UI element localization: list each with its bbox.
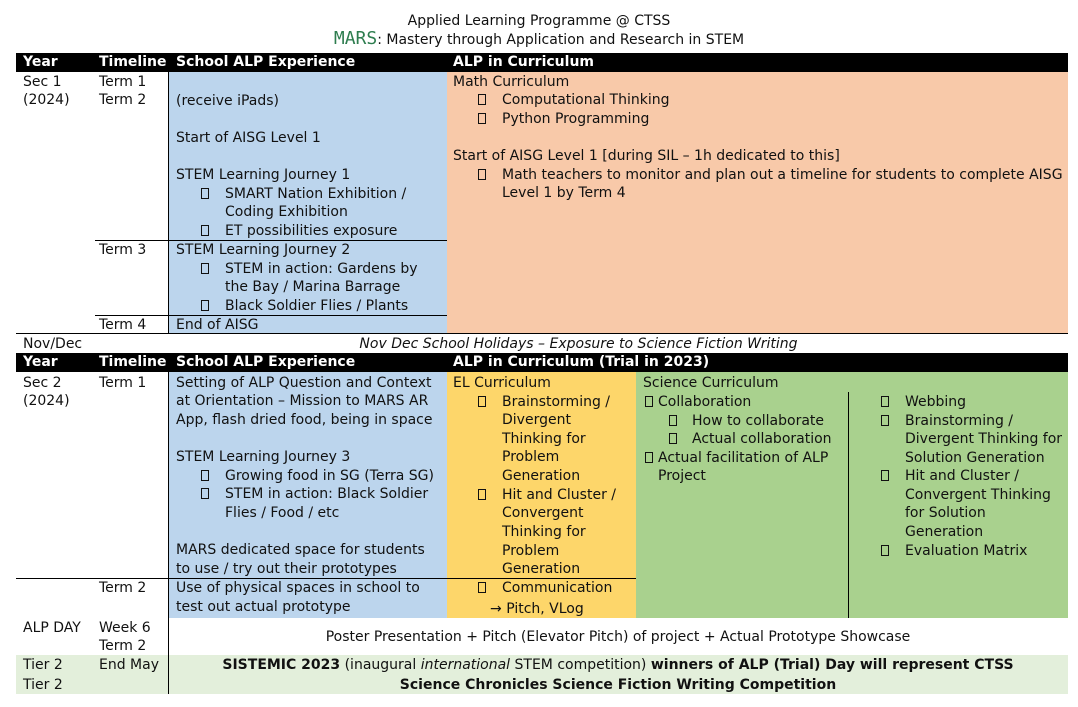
sec1-exp-smart-b: Coding Exhibition [225, 204, 348, 220]
sec2-exp-space-a: MARS dedicated space for students [176, 542, 425, 558]
sci-facilitation-b: Project [658, 468, 706, 484]
header-row-1 [16, 53, 1068, 72]
holiday-text: Nov Dec School Holidays – Exposure to Science Fiction Writing [359, 336, 798, 352]
el-curriculum-title: EL Curriculum [453, 375, 551, 391]
tier-label-2: Tier 2 [23, 677, 63, 693]
sci-webbing: Webbing [905, 394, 967, 410]
el-b1-1: Brainstorming / [502, 394, 611, 410]
sec1-math-teachers-b: Level 1 by Term 4 [502, 185, 626, 201]
bullet-icon [201, 300, 209, 311]
bullet-icon [881, 470, 889, 481]
sec1-exp-gardens-b: the Bay / Marina Barrage [225, 279, 401, 295]
sci-r2-2: Divergent Thinking for [905, 431, 1063, 447]
bullet-icon [478, 94, 486, 105]
sec1-aisg-sil: Start of AISG Level 1 [during SIL – 1h dedicated to this] [453, 148, 840, 164]
sec2-exp-bsf-a: STEM in action: Black Soldier [225, 486, 429, 502]
sec2-year: Sec 2 [23, 375, 62, 391]
bullet-icon [201, 488, 209, 499]
tier-science-chronicles: Science Chronicles Science Fiction Writing Competition [399, 677, 837, 693]
sec2-exp-l1: Setting of ALP Question and Context [176, 375, 432, 391]
el-b1-3: Thinking for [502, 431, 586, 447]
tier-time: End May [99, 657, 159, 673]
bullet-icon [478, 489, 486, 500]
header-experience: School ALP Experience [176, 54, 356, 70]
bullet-icon [478, 582, 486, 593]
el-b1-5: Generation [502, 468, 581, 484]
sec1-python: Python Programming [502, 111, 650, 127]
sec1-math-teachers-a: Math teachers to monitor and plan out a timeline for students to complete AISG [502, 167, 1063, 183]
bullet-icon [669, 415, 677, 426]
sci-evaluation: Evaluation Matrix [905, 543, 1028, 559]
sec2-exp-l3: App, flash dried food, being in space [176, 412, 433, 428]
sec2-exp-terra: Growing food in SG (Terra SG) [225, 468, 434, 484]
header-timeline: Timeline [99, 54, 167, 70]
bullet-icon [478, 113, 486, 124]
bullet-icon [669, 433, 677, 444]
el-communication: Communication [502, 580, 613, 596]
page-title: Applied Learning Programme @ CTSS [407, 13, 671, 29]
bullet-icon [881, 415, 889, 426]
bullet-icon [478, 169, 486, 180]
sec2-year-2024: (2024) [23, 393, 70, 409]
header-curriculum: ALP in Curriculum [453, 54, 594, 70]
sci-how: How to collaborate [692, 413, 825, 429]
bullet-icon [881, 545, 889, 556]
bullet-icon [881, 396, 889, 407]
sci-actual: Actual collaboration [692, 431, 832, 447]
sec2-term1: Term 1 [99, 375, 147, 391]
sec2-exp-l2: at Orientation – Mission to MARS AR [176, 393, 429, 409]
alpday-week: Week 6 [99, 620, 151, 636]
sci-r3-2: Convergent Thinking [905, 487, 1051, 503]
sci-r3-1: Hit and Cluster / [905, 468, 1020, 484]
sec2-term2: Term 2 [99, 580, 147, 596]
science-curriculum-title: Science Curriculum [643, 375, 779, 391]
el-b2-2: Convergent [502, 505, 584, 521]
sec1-exp-gardens-a: STEM in action: Gardens by [225, 261, 418, 277]
bullet-icon [645, 452, 653, 463]
sec1-term3: Term 3 [99, 242, 147, 258]
header-experience: School ALP Experience [176, 354, 356, 370]
sci-r3-4: Generation [905, 524, 984, 540]
sec1-term4: Term 4 [99, 317, 147, 333]
sec1-math-curriculum: Math Curriculum [453, 74, 570, 90]
el-pitch: → Pitch, VLog [490, 601, 584, 617]
bullet-icon [201, 188, 209, 199]
sci-facilitation-a: Actual facilitation of ALP [658, 450, 829, 466]
bullet-icon [478, 396, 486, 407]
header-curriculum-trial: ALP in Curriculum (Trial in 2023) [453, 354, 710, 370]
sec1-term1: Term 1 [99, 74, 147, 90]
el-b1-2: Divergent [502, 412, 571, 428]
sec1-exp-end-aisg: End of AISG [176, 317, 259, 333]
el-b2-4: Problem [502, 543, 560, 559]
sci-r2-3: Solution Generation [905, 450, 1045, 466]
mars-logo: MARS [333, 28, 378, 49]
bullet-icon [645, 396, 653, 407]
sec1-exp-ipads: (receive iPads) [176, 93, 279, 109]
sci-r3-3: for Solution [905, 505, 986, 521]
sec2-exp-space-b: to use / try out their prototypes [176, 561, 397, 577]
el-b2-5: Generation [502, 561, 581, 577]
sci-r2-1: Brainstorming / [905, 413, 1014, 429]
page-subtitle [0, 28, 1078, 49]
tier-label-1: Tier 2 [23, 657, 63, 673]
header-year: Year [23, 54, 58, 70]
sec2-exp-bsf-b: Flies / Food / etc [225, 505, 340, 521]
bullet-icon [201, 470, 209, 481]
el-b2-3: Thinking for [502, 524, 586, 540]
subtitle-text: : Mastery through Application and Research in STEM [377, 32, 745, 48]
sec1-exp-aisg: Start of AISG Level 1 [176, 130, 321, 146]
tier-sistemic: SISTEMIC 2023 (inaugural international STEM competition) winners of ALP (Trial) Day will represent CTSS [222, 657, 1014, 673]
sec1-exp-journey1: STEM Learning Journey 1 [176, 167, 351, 183]
bullet-icon [201, 263, 209, 274]
arrow-right-icon: → [490, 601, 502, 617]
sec1-exp-flies: Black Soldier Flies / Plants [225, 298, 409, 314]
bullet-icon [201, 225, 209, 236]
sec1-exp-et: ET possibilities exposure [225, 223, 398, 239]
sec1-exp-journey2: STEM Learning Journey 2 [176, 242, 351, 258]
header-row-2 [16, 353, 1068, 372]
header-timeline: Timeline [99, 354, 167, 370]
sec1-term2: Term 2 [99, 92, 147, 108]
sec1-year-2024: (2024) [23, 92, 70, 108]
holiday-label: Nov/Dec [23, 336, 83, 352]
alpday-term: Term 2 [99, 638, 147, 654]
sci-collaboration: Collaboration [658, 394, 752, 410]
sec1-year: Sec 1 [23, 74, 62, 90]
header-year: Year [23, 354, 58, 370]
el-b2-1: Hit and Cluster / [502, 487, 617, 503]
sec2-exp-physical-b: test out actual prototype [176, 599, 351, 615]
sec2-exp-journey3: STEM Learning Journey 3 [176, 449, 351, 465]
alpday-label: ALP DAY [23, 620, 81, 636]
alpday-text: Poster Presentation + Pitch (Elevator Pitch) of project + Actual Prototype Showcase [325, 629, 911, 645]
el-b1-4: Problem [502, 449, 560, 465]
sec2-exp-physical-a: Use of physical spaces in school to [176, 580, 420, 596]
sec1-ct: Computational Thinking [502, 92, 670, 108]
sec1-exp-smart-a: SMART Nation Exhibition / [225, 186, 407, 202]
